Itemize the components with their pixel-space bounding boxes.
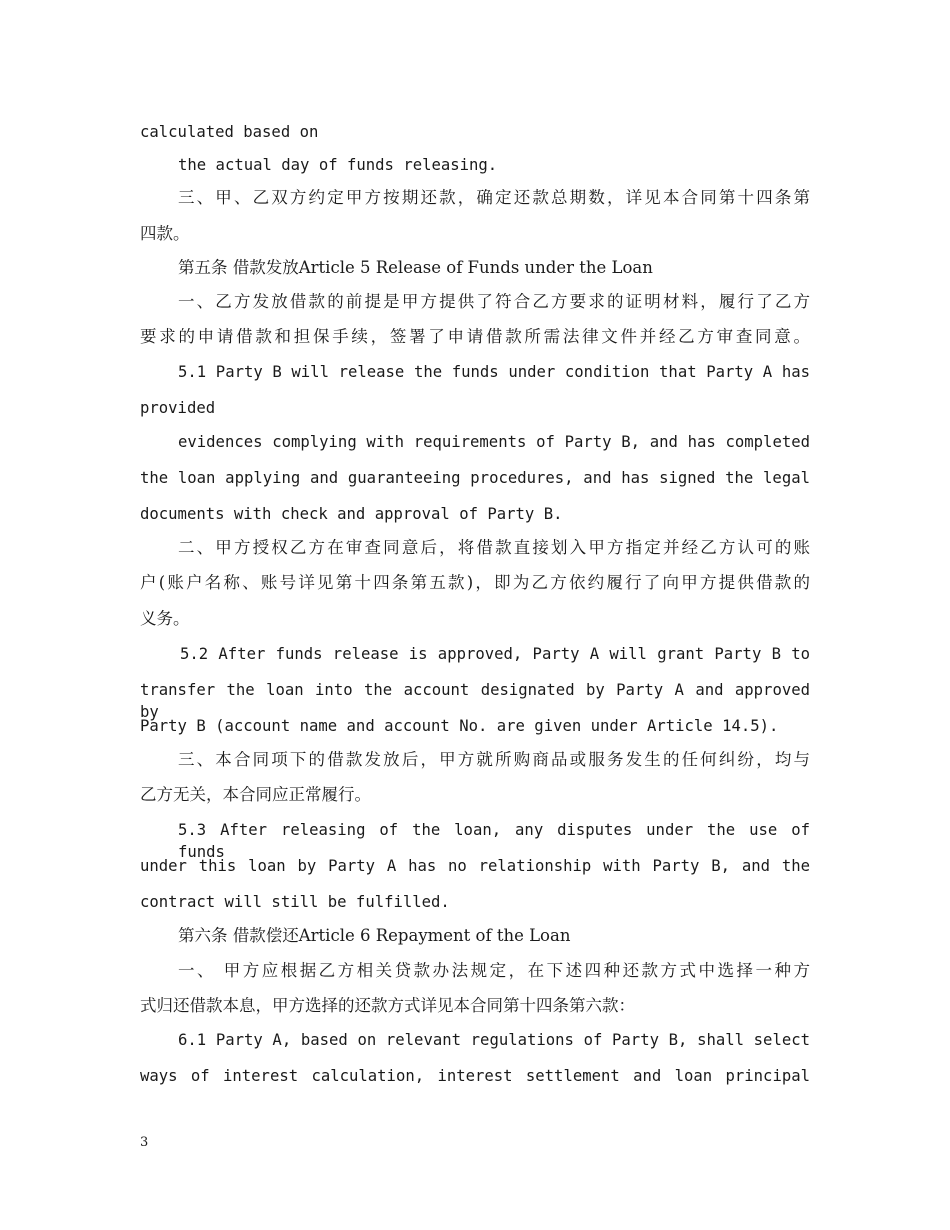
text-line: the actual day of funds releasing. — [178, 156, 498, 174]
text-line: 5.3 After releasing of the loan, any disputes under the use of funds — [178, 821, 810, 861]
text-line: 三、本合同项下的借款发放后，甲方就所购商品或服务发生的任何纠纷，均与 — [178, 750, 810, 769]
text-line: 乙方无关，本合同应正常履行。 — [140, 785, 371, 804]
text-line: Party B (account name and account No. are given under Article 14.5). — [140, 717, 779, 735]
text-line: transfer the loan into the account designated by Party A and approved by — [140, 681, 810, 721]
article-heading: 第五条 借款发放Article 5 Release of Funds under the Loan — [178, 258, 653, 277]
text-line: 式归还借款本息，甲方选择的还款方式详见本合同第十四条第六款： — [140, 996, 635, 1015]
text-line: under this loan by Party A has no relationship with Party B, and the — [140, 857, 810, 875]
text-line: 6.1 Party A, based on relevant regulations of Party B, shall select — [178, 1031, 810, 1049]
text-line: 义务。 — [140, 609, 190, 628]
text-line: contract will still be fulfilled. — [140, 893, 450, 911]
text-line: 户(账户名称、账号详见第十四条第五款)，即为乙方依约履行了向甲方提供借款的 — [140, 573, 810, 592]
text-line: 要求的申请借款和担保手续，签署了申请借款所需法律文件并经乙方审查同意。 — [140, 327, 810, 346]
text-line: provided — [140, 399, 216, 417]
article-heading: 第六条 借款偿还Article 6 Repayment of the Loan — [178, 926, 571, 945]
text-line: documents with check and approval of Party B. — [140, 505, 563, 523]
text-line: the loan applying and guaranteeing procedures, and has signed the legal — [140, 469, 810, 487]
text-line: 二、甲方授权乙方在审查同意后，将借款直接划入甲方指定并经乙方认可的账 — [178, 538, 810, 557]
page-number: 3 — [140, 1135, 149, 1150]
text-line: 一、 甲方应根据乙方相关贷款办法规定，在下述四种还款方式中选择一种方 — [178, 961, 810, 980]
text-line: 三、甲、乙双方约定甲方按期还款，确定还款总期数，详见本合同第十四条第 — [178, 188, 810, 207]
text-line: 5.1 Party B will release the funds under condition that Party A has — [178, 363, 810, 381]
text-line: ways of interest calculation, interest settlement and loan principal — [140, 1067, 810, 1085]
text-line: 四款。 — [140, 224, 190, 243]
text-line: 一、乙方发放借款的前提是甲方提供了符合乙方要求的证明材料，履行了乙方 — [178, 292, 810, 311]
text-line: evidences complying with requirements of Party B, and has completed — [178, 433, 810, 451]
text-line: calculated based on — [140, 123, 319, 141]
text-line: 5.2 After funds release is approved, Party A will grant Party B to — [180, 645, 810, 663]
